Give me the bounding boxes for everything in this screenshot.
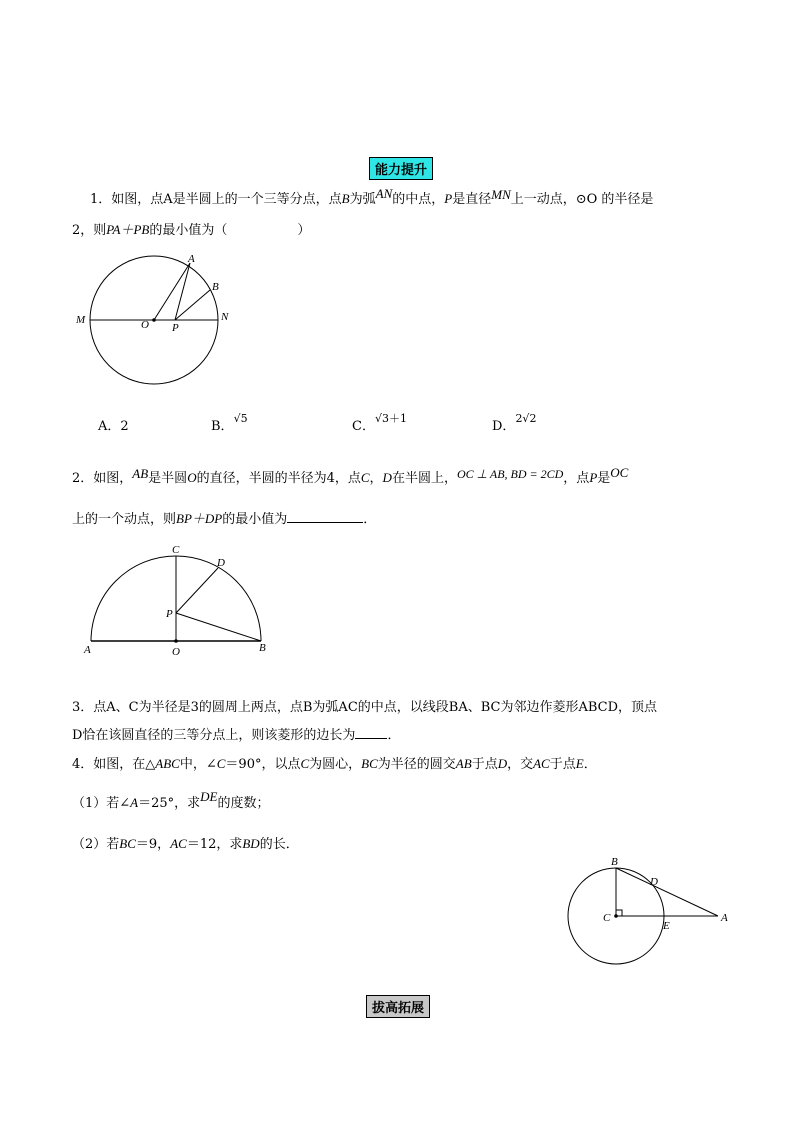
q2-figure: [78, 540, 278, 660]
q1-segment-pb: [175, 290, 210, 320]
q1-line1: [90, 188, 653, 207]
q2-label-c: C: [172, 544, 180, 556]
q1-text: 的最小值为（: [149, 223, 228, 238]
q4-text: 4．如图，在△: [72, 757, 156, 772]
q4-var-c: C: [300, 756, 310, 771]
q1-label-o: O: [141, 319, 149, 331]
q1-option-b[interactable]: [211, 412, 248, 434]
q2-var-d: D: [382, 470, 392, 485]
option-value: √3＋1: [374, 412, 407, 425]
q4-figure: [560, 855, 740, 970]
q2-answer-blank[interactable]: [287, 510, 363, 523]
q2-label-b: B: [259, 642, 266, 654]
q2-label-d: D: [217, 557, 225, 569]
section-heading-ability: 能力提升: [369, 157, 433, 180]
q2-var-ab: AB: [132, 466, 149, 481]
q1-var: P: [444, 191, 453, 206]
q2-expr: BP＋DP: [176, 511, 223, 526]
q1-text: 的中点，: [392, 192, 445, 207]
q4-var-ac: AC: [533, 756, 550, 771]
q2-text: 在半圆上，: [391, 471, 457, 486]
q4-text: 的长．: [259, 837, 299, 852]
q4-text: 中，∠: [179, 757, 217, 772]
q4-var-abc: ABC: [155, 756, 180, 771]
q4-text: ．: [583, 757, 597, 772]
q1-label-m: M: [76, 314, 86, 326]
q4-var-d: D: [497, 756, 508, 771]
option-value: 2√2: [515, 412, 537, 425]
option-label: C．: [352, 419, 375, 434]
q1-text: 上一动点，⊙O 的半径是: [510, 192, 654, 207]
q2-text: 是: [597, 471, 611, 486]
q3-answer-blank[interactable]: [355, 726, 387, 739]
q2-label-a: A: [84, 644, 91, 656]
q4-var-bc: BC: [361, 756, 378, 771]
section-heading-extension: 拔高拓展: [366, 995, 430, 1018]
q2-text: 上的一个动点，则: [72, 512, 177, 527]
q4-label-e: E: [663, 920, 670, 932]
q4-label-c: C: [603, 912, 611, 924]
q4-text: 为半径的圆交: [377, 757, 456, 772]
option-value: 2: [120, 419, 129, 434]
q1-option-a[interactable]: [98, 415, 129, 434]
q4-text: 的度数；: [217, 796, 270, 811]
q1-var-mn: MN: [491, 187, 511, 202]
q4-arc-de: DE: [200, 789, 218, 804]
q1-option-c[interactable]: [352, 412, 407, 434]
q1-label-p: P: [172, 322, 179, 334]
q4-text: （2）若: [72, 837, 120, 852]
q1-label-b: B: [212, 281, 219, 293]
q4-var-ab: AB: [455, 756, 472, 771]
q1-center-dot: [152, 318, 156, 322]
option-value: √5: [233, 412, 248, 425]
q4-var-c: C: [216, 756, 226, 771]
q2-var-c: C: [360, 470, 370, 485]
q3-line2: [72, 724, 400, 743]
q2-condition: OC ⊥ AB, BD = 2CD: [456, 467, 564, 481]
q1-var: B: [341, 191, 350, 206]
q4-text: 于点: [471, 757, 498, 772]
q1-arc-an: AN: [375, 186, 393, 201]
q2-label-p: P: [166, 608, 173, 620]
q4-var-bd: BD: [242, 836, 260, 851]
option-label: D．: [492, 419, 516, 434]
q1-figure: [70, 248, 240, 388]
q2-text: 2．如图，: [72, 471, 133, 486]
q4-text: 于点: [549, 757, 576, 772]
q1-text: ）: [297, 223, 311, 238]
q3-text: D恰在该圆直径的三等分点上，则该菱形的边长为: [72, 728, 356, 743]
q2-segment-pd: [176, 568, 218, 613]
q4-var-e: E: [575, 756, 584, 771]
q4-text: ＝90°，以点: [225, 757, 301, 772]
q4-text: ＝12，求: [186, 837, 243, 852]
q1-label-a: A: [188, 253, 195, 265]
q4-sub1: [72, 789, 270, 811]
q1-text: 1．如图，点A是半圆上的一个三等分点，点: [90, 192, 342, 207]
q4-text: ＝25°，求: [138, 796, 201, 811]
q4-segment-ba: [616, 868, 718, 916]
q4-text: ＝9，: [135, 837, 171, 852]
q4-var-ac: AC: [170, 836, 187, 851]
q4-var-a: A: [130, 795, 139, 810]
q2-center-dot: [174, 639, 178, 643]
q4-var-bc: BC: [119, 836, 136, 851]
q1-label-n: N: [221, 311, 229, 323]
q4-label-b: B: [611, 856, 618, 868]
q2-var-p: P: [589, 470, 598, 485]
q2-text: 的直径，半圆的半径为4，点: [196, 471, 361, 486]
q1-line2: [72, 219, 310, 238]
q1-text: 是直径: [452, 192, 492, 207]
q4-text: ，交: [507, 757, 534, 772]
q4-center-dot: [614, 914, 618, 918]
q1-option-d[interactable]: [492, 412, 537, 434]
q3-line1: 3．点A、C为半径是3的圆周上两点，点B为弧AC的中点，以线段BA、BC为邻边作菱形ABCD，顶点: [72, 700, 658, 715]
q2-line1: [72, 467, 628, 486]
q2-segment-pb: [176, 613, 261, 641]
q1-segment-pa: [175, 263, 190, 320]
q4-label-d: D: [650, 876, 658, 888]
q2-text: 的最小值为: [222, 512, 288, 527]
q2-text: ，点: [563, 471, 590, 486]
q2-var-oc: OC: [610, 465, 629, 480]
q1-expr: PA＋PB: [106, 222, 150, 237]
q1-text: 为弧: [349, 192, 376, 207]
q4-text: 为圆心，: [309, 757, 362, 772]
q4-line1: [72, 753, 597, 772]
q2-text: 是半圆: [148, 471, 188, 486]
option-label: A．: [98, 419, 121, 434]
q2-text: ．: [363, 512, 377, 527]
q4-text: （1）若∠: [72, 796, 131, 811]
q4-sub2: [72, 833, 299, 852]
q2-label-o: O: [172, 646, 180, 658]
option-label: B．: [211, 419, 234, 434]
q2-text: ，: [369, 471, 383, 486]
q2-line2: [72, 508, 376, 527]
q4-label-a: A: [721, 912, 728, 924]
q1-text: 2，则: [72, 223, 107, 238]
q2-var-o: O: [187, 470, 197, 485]
q3-text: ．: [387, 728, 401, 743]
